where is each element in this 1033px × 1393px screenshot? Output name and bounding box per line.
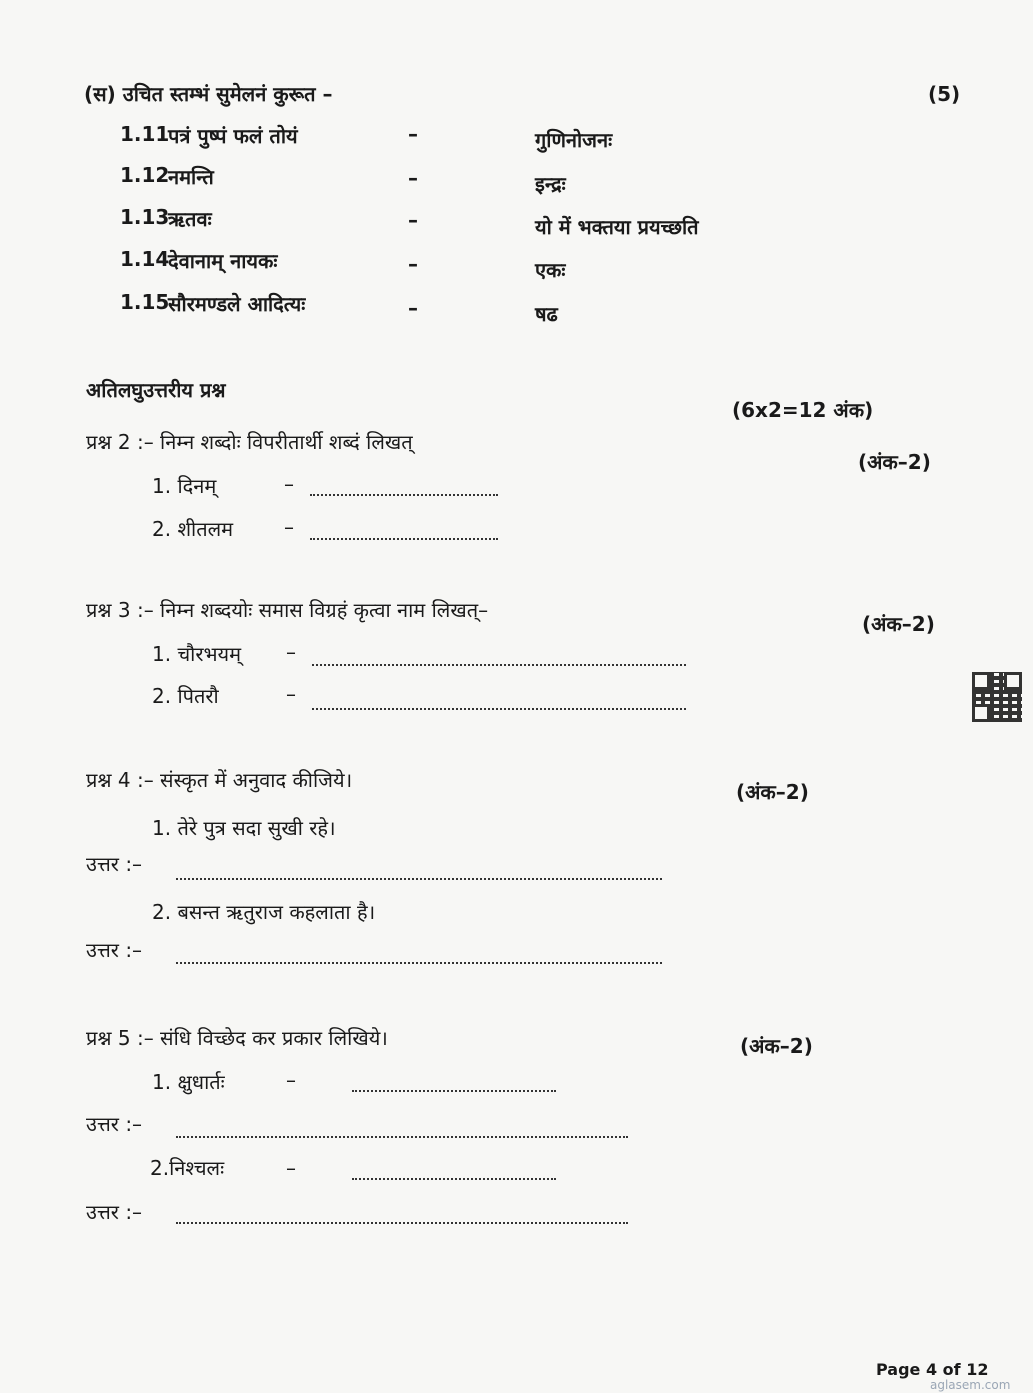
q3-item-dash: – — [286, 682, 296, 706]
match-left: सौरमण्डले आदित्यः — [168, 292, 306, 316]
q5-item-label: 1. क्षुधार्तः — [152, 1070, 225, 1094]
match-right: षढ — [535, 302, 558, 326]
q4-marks: (अंक–2) — [736, 780, 809, 804]
q4-title: प्रश्न 4 :– संस्कृत में अनुवाद कीजिये। — [86, 768, 353, 792]
match-dash: – — [408, 208, 418, 232]
match-right: गुणिनोजनः — [535, 128, 613, 152]
answer-label: उत्तर :– — [86, 938, 143, 962]
answer-line[interactable] — [310, 538, 498, 540]
q4-item-label: 1. तेरे पुत्र सदा सुखी रहे। — [152, 816, 336, 840]
section-c-heading: (स) उचित स्तम्भं सुमेलनं कुरूत – — [84, 82, 333, 106]
match-right: इन्द्रः — [535, 172, 566, 196]
section-c-marks: (5) — [928, 82, 961, 106]
q3-item-dash: – — [286, 640, 296, 664]
match-right: यो में भक्तया प्रयच्छति — [535, 215, 699, 239]
page-number: Page 4 of 12 — [876, 1360, 989, 1379]
answer-line[interactable] — [176, 1222, 628, 1224]
match-dash: – — [408, 166, 418, 190]
q2-item-dash: – — [284, 472, 294, 496]
match-num: 1.13 — [120, 205, 170, 229]
q3-marks: (अंक–2) — [862, 612, 935, 636]
q2-item-dash: – — [284, 515, 294, 539]
answer-line[interactable] — [352, 1090, 556, 1092]
q5-item-dash: – — [286, 1068, 296, 1092]
match-left: ऋतवः — [168, 207, 212, 231]
q2-title: प्रश्न 2 :– निम्न शब्दोः विपरीतार्थी शब्दं लिखत् — [86, 430, 413, 454]
q5-item-dash: – — [286, 1156, 296, 1180]
q5-marks: (अंक–2) — [740, 1034, 813, 1058]
match-left: देवानाम् नायकः — [168, 249, 278, 273]
q4-item-label: 2. बसन्त ऋतुराज कहलाता है। — [152, 900, 376, 924]
answer-line[interactable] — [176, 1136, 628, 1138]
q5-title: प्रश्न 5 :– संधि विच्छेद कर प्रकार लिखिये। — [86, 1026, 388, 1050]
answer-line[interactable] — [352, 1178, 556, 1180]
answer-label: उत्तर :– — [86, 852, 143, 876]
very-short-marks: (6x2=12 अंक) — [732, 398, 874, 422]
watermark: aglasem.com — [930, 1378, 1011, 1392]
match-num: 1.15 — [120, 290, 170, 314]
match-num: 1.11 — [120, 122, 170, 146]
q2-item-label: 1. दिनम् — [152, 474, 217, 498]
match-num: 1.14 — [120, 247, 170, 271]
q5-item-label: 2.निश्चलः — [150, 1156, 225, 1180]
match-right: एकः — [535, 258, 566, 282]
answer-line[interactable] — [312, 664, 686, 666]
match-dash: – — [408, 122, 418, 146]
answer-line[interactable] — [310, 494, 498, 496]
match-dash: – — [408, 296, 418, 320]
match-num: 1.12 — [120, 163, 170, 187]
answer-line[interactable] — [176, 878, 662, 880]
answer-line[interactable] — [176, 962, 662, 964]
q3-item-label: 1. चौरभयम् — [152, 642, 242, 666]
very-short-heading: अतिलघुउत्तरीय प्रश्न — [86, 378, 226, 402]
answer-line[interactable] — [312, 708, 686, 710]
match-left: पत्रं पुष्पं फलं तोयं — [168, 124, 298, 148]
qr-code-icon — [972, 672, 1022, 722]
match-dash: – — [408, 252, 418, 276]
q3-item-label: 2. पितरौ — [152, 684, 219, 708]
match-left: नमन्ति — [168, 165, 214, 189]
answer-label: उत्तर :– — [86, 1112, 143, 1136]
q2-marks: (अंक–2) — [858, 450, 931, 474]
q2-item-label: 2. शीतलम — [152, 517, 234, 541]
q3-title: प्रश्न 3 :– निम्न शब्दयोः समास विग्रहं कृत्वा नाम लिखत्– — [86, 598, 489, 622]
answer-label: उत्तर :– — [86, 1200, 143, 1224]
